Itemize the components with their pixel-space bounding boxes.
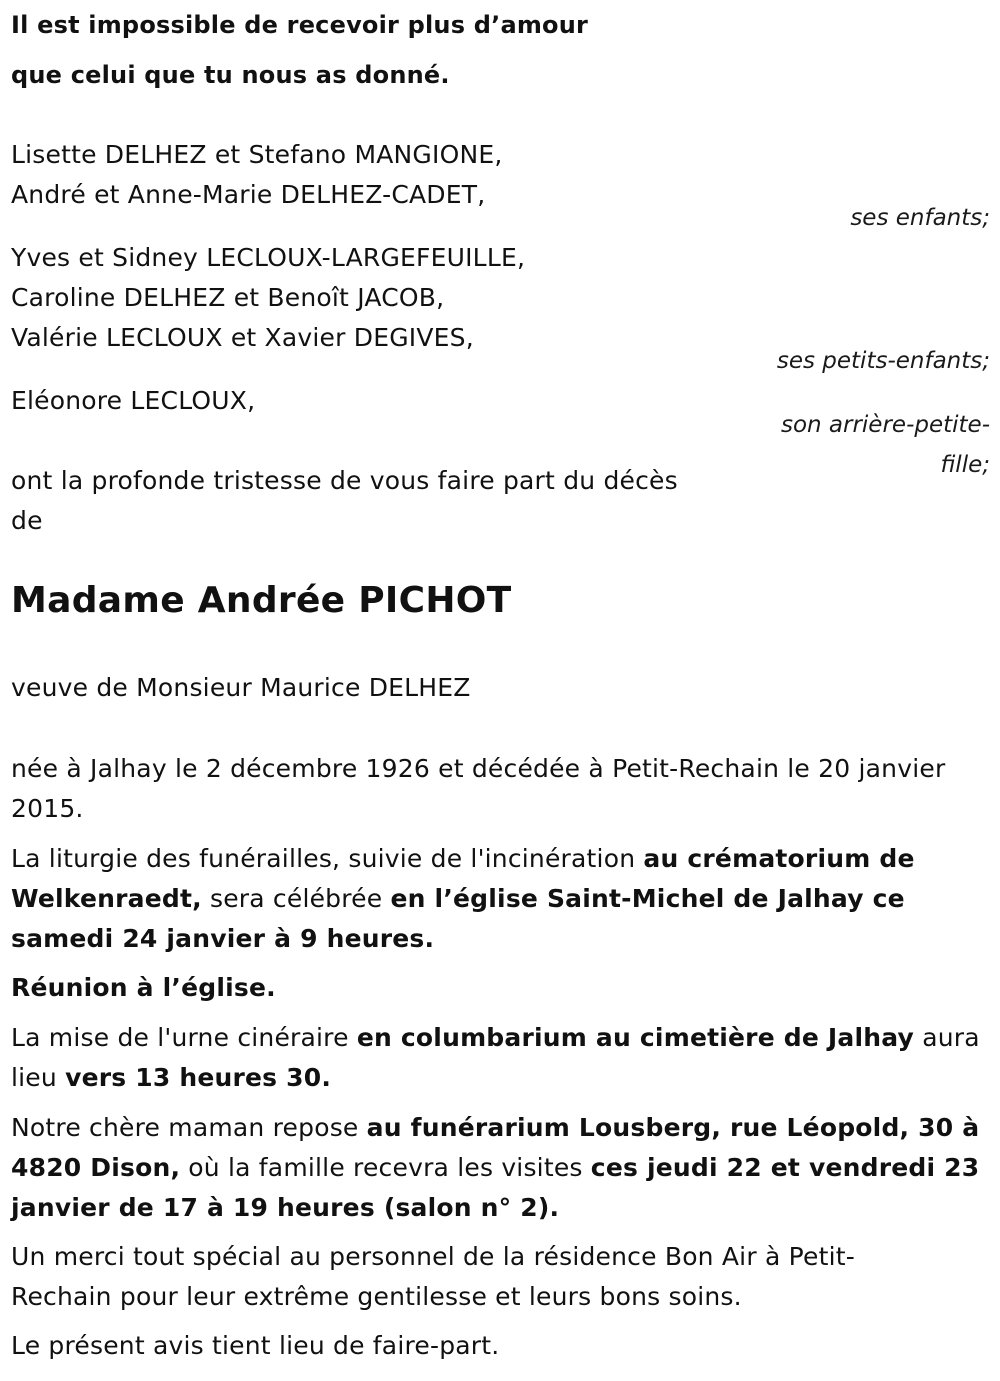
rest-text-2: où la famille recevra les visites [180, 1153, 591, 1182]
epigraph-line-2: que celui que tu nous as donné. [11, 61, 450, 89]
rest-paragraph [11, 1108, 996, 1228]
grandchildren-role: ses petits-enfants; [776, 348, 990, 374]
liturgy-church-date: en l’église Saint-Michel de Jalhay ce samedi 24 janvier à 9 heures. [11, 884, 905, 953]
birth-death-line-2: 2015. [11, 794, 84, 823]
announcement-line-2: de [11, 506, 43, 535]
urn-text-2: aura lieu [11, 1023, 980, 1092]
urn-columbarium: en columbarium au cimetière de Jalhay [356, 1023, 915, 1052]
announcement-line-1: ont la profonde tristesse de vous faire part du décès [11, 466, 678, 495]
children-name-1: Lisette DELHEZ et Stefano MANGIONE, [11, 140, 503, 169]
meeting-paragraph [11, 968, 996, 1008]
great-grandchild-name: Eléonore LECLOUX, [11, 386, 256, 415]
children-name-2: André et Anne-Marie DELHEZ-CADET, [11, 180, 486, 209]
liturgy-text-1: La liturgie des funérailles, suivie de l'incinération [11, 844, 644, 873]
meeting-text: Réunion à l’église. [11, 973, 276, 1002]
liturgy-crematorium: au crématorium de Welkenraedt, [11, 844, 915, 913]
grandchildren-name-1: Yves et Sidney LECLOUX-LARGEFEUILLE, [11, 243, 526, 272]
thanks-paragraph: Un merci tout spécial au personnel de la résidence Bon Air à Petit-Rechain pour leur extrême gentilesse et leurs bons soins. [11, 1242, 855, 1311]
great-grandchild-role-line-2: fille; [940, 452, 990, 478]
children-role: ses enfants; [850, 205, 990, 231]
rest-visiting-hours: ces jeudi 22 et vendredi 23 janvier de 17 à 19 heures (salon n° 2). [11, 1153, 980, 1222]
widow-of: veuve de Monsieur Maurice DELHEZ [11, 673, 471, 702]
urn-time: vers 13 heures 30. [65, 1063, 332, 1092]
notice-paragraph: Le présent avis tient lieu de faire-part. [11, 1331, 500, 1360]
liturgy-paragraph [11, 839, 951, 959]
birth-death-line-1: née à Jalhay le 2 décembre 1926 et décédée à Petit-Rechain le 20 janvier [11, 754, 946, 783]
grandchildren-name-2: Caroline DELHEZ et Benoît JACOB, [11, 283, 445, 312]
rest-text-1: Notre chère maman repose [11, 1113, 367, 1142]
deceased-name: Madame Andrée PICHOT [11, 580, 512, 621]
epigraph-line-1: Il est impossible de recevoir plus d’amour [11, 11, 589, 39]
urn-text-1: La mise de l'urne cinéraire [11, 1023, 357, 1052]
liturgy-text-2: sera célébrée [201, 884, 391, 913]
urn-paragraph [11, 1018, 996, 1098]
great-grandchild-role-line-1: son arrière-petite- [780, 412, 990, 438]
grandchildren-name-3: Valérie LECLOUX et Xavier DEGIVES, [11, 323, 474, 352]
rest-funeral-home: au funérarium Lousberg, rue Léopold, 30 à 4820 Dison, [11, 1113, 980, 1182]
